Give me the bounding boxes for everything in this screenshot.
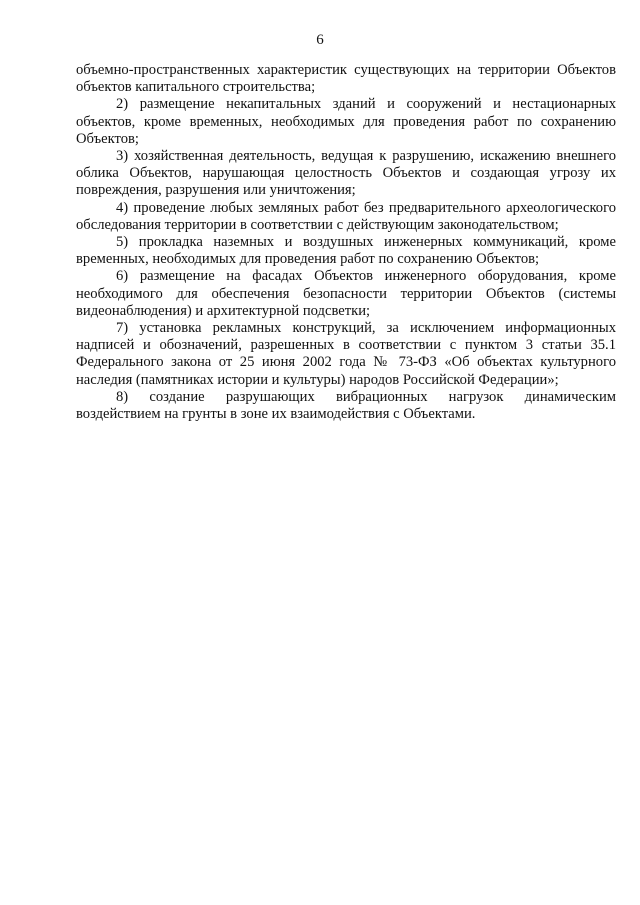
document-body: [76, 62, 616, 423]
page-number: 6: [316, 32, 324, 48]
item-text: хозяйственная деятельность, ведущая к разрушению, искажению внешнего облика Объектов, нарушающая целостность Объектов и создающая угрозу их повреждения, разрушения или уничтожения;: [76, 148, 616, 199]
list-item-4: [76, 200, 616, 234]
item-text: размещение на фасадах Объектов инженерного оборудования, кроме необходимого для обеспечения безопасности территории Объектов (системы видеонаблюдения) и архитектурной подсветки;: [76, 268, 616, 319]
list-item-6: [76, 268, 616, 320]
list-item-3: [76, 148, 616, 200]
item-number: 8): [116, 388, 129, 405]
list-item-7: [76, 320, 616, 389]
item-number: 2): [116, 96, 129, 113]
item-text: размещение некапитальных зданий и сооружений и нестационарных объектов, кроме временных, необходимых для проведения работ по сохранению Объектов;: [76, 96, 616, 147]
item-text: прокладка наземных и воздушных инженерных коммуникаций, кроме временных, необходимых для проведения работ по сохранению Объектов;: [76, 234, 616, 268]
item-text: проведение любых земляных работ без предварительного археологического обследования территории в соответствии с действующим законодательством;: [76, 199, 617, 233]
item-number: 4): [116, 199, 129, 216]
item-number: 6): [116, 268, 129, 285]
list-item-5: [76, 234, 616, 268]
item-text: установка рекламных конструкций, за исключением информационных надписей и обозначений, разрешенных в соответствии с пунктом 3 статьи 35.1 Федерального закона от 25 июня 2002 года № 73-ФЗ «Об объектах культурного наследия (памятниках истории и культуры) народов Российской Федерации»;: [76, 320, 616, 388]
continuation-paragraph: объемно-пространственных характеристик существующих на территории Объектов объектов капитального строительства;: [76, 62, 616, 96]
item-text: создание разрушающих вибрационных нагрузок динамическим воздействием на грунты в зоне их взаимодействия с Объектами.: [76, 388, 616, 423]
list-item-8: [76, 389, 616, 423]
item-number: 5): [116, 234, 129, 251]
item-number: 7): [116, 320, 129, 337]
list-item-2: [76, 96, 616, 148]
item-number: 3): [116, 148, 129, 165]
